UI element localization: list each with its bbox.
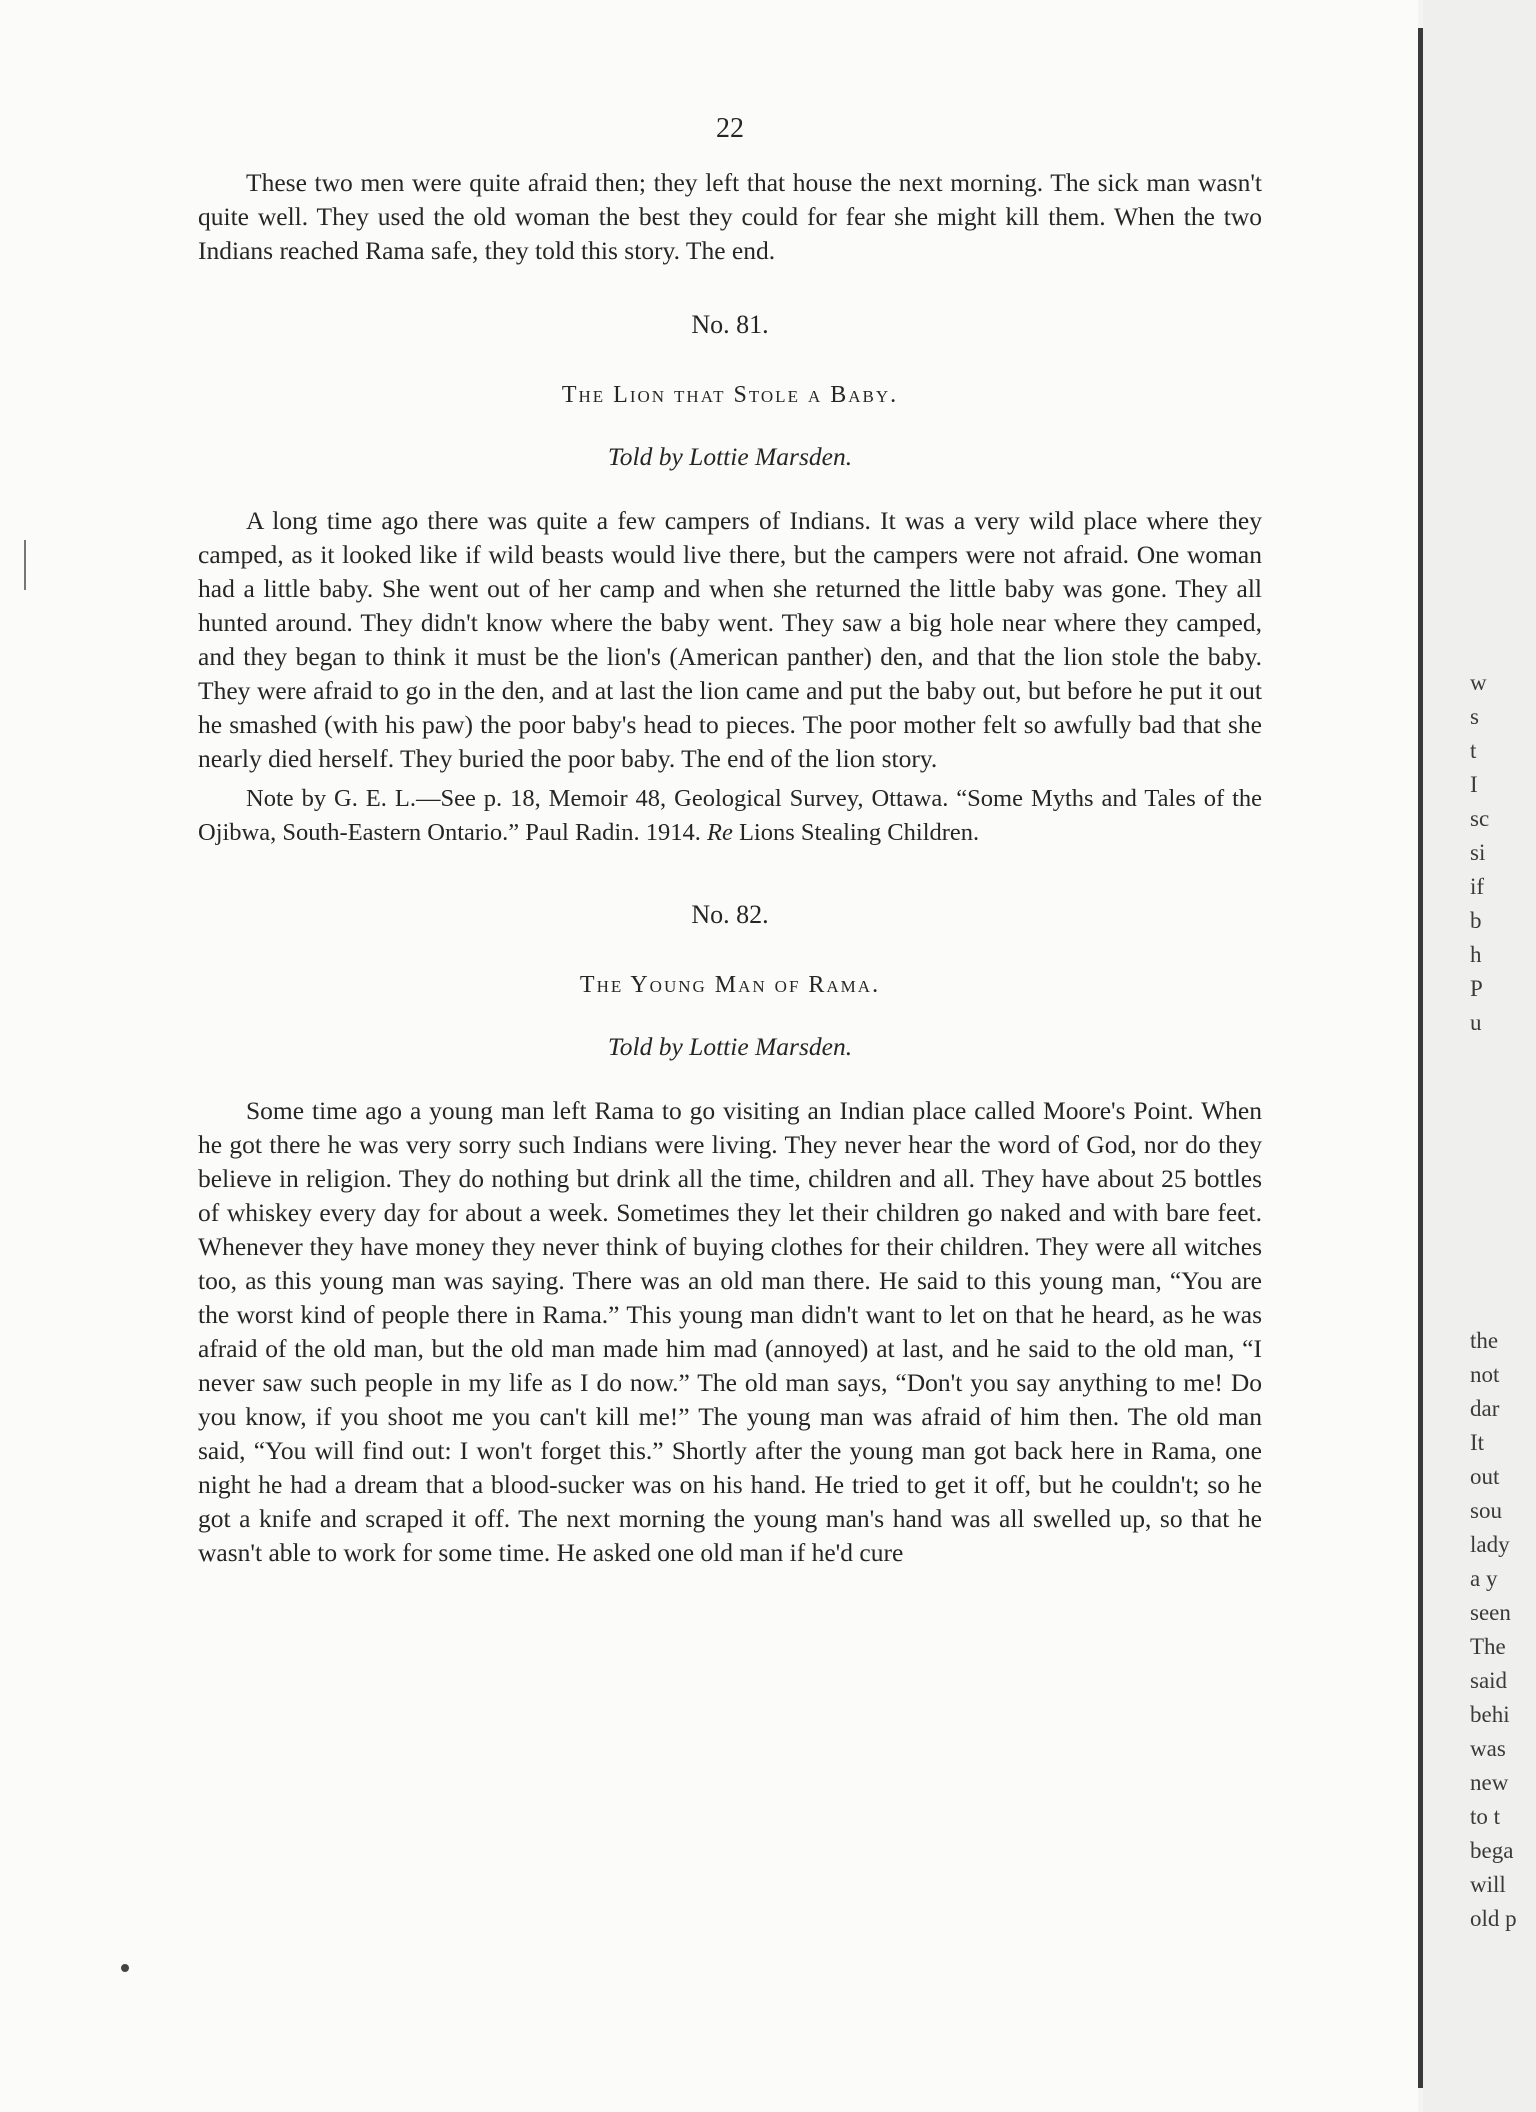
fragment-line: lady	[1470, 1532, 1510, 1557]
fragment-line: h	[1470, 942, 1482, 967]
ink-speck	[121, 1964, 129, 1972]
fragment-line: out	[1470, 1464, 1500, 1489]
story-81-teller: Told by Lottie Marsden.	[607, 442, 853, 471]
note-end: Lions Stealing Children.	[738, 819, 980, 846]
fragment-line: sc	[1470, 806, 1490, 831]
fragment-line: bega	[1470, 1838, 1514, 1863]
fragment-line: b	[1470, 908, 1482, 933]
facing-page-fragments	[1470, 0, 1536, 2112]
fragment-line: P	[1470, 976, 1483, 1001]
fragment-line: w	[1470, 670, 1487, 695]
fragment-line: I	[1470, 772, 1478, 797]
story-82-number: No. 82.	[691, 900, 769, 929]
story-82-body: Some time ago a young man left Rama to go visiting an Indian place called Moore's Point. When he got there he was very sorry such Indians were living. They never hear the word of God, nor do they believe in religion. They do nothing but drink all the time, children and all. They have about 25 bottles of whiskey every day for about a week. Sometimes they let their children go naked and with bare feet. Whenever they have money they never think of buying clothes for their children. They were all witches too, as this young man was saying. There was an old man there. He said to this young man, “You are the worst kind of people there in Rama.” This young man didn't want to let on that he heard, as he was afraid of the old man, but the old man made him mad (annoyed) at last, and he said to the old man, “I never saw such people in my life as I do now.” The old man says, “Don't you say anything to me! Do you know, if you shoot me you can't kill me!” The young man was afraid of him then. The old man said, “You will find out: I won't forget this.” Shortly after the young man got back here in Rama, one night he had a dream that a blood-sucker was on his hand. He tried to get it off, but he couldn't; so he got a knife and scraped it off. The next morning the young man's hand was all swelled up, so that he wasn't able to work for some time. He asked one old man if he'd cure	[198, 1096, 1262, 1567]
fragment-line: si	[1470, 840, 1486, 865]
opening-paragraph: These two men were quite afraid then; they left that house the next morning. The sick man wasn't quite well. They used the old woman the best they could for fear she might kill them. When the two Indians reached Rama safe, they told this story. The end.	[198, 168, 1262, 265]
fragment-line: was	[1470, 1736, 1506, 1761]
note-main: Note by G. E. L.—See p. 18, Memoir 48, Geological Survey, Ottawa. “Some Myths and Tales of the Ojibwa, South-Eastern Ontario.” Paul Radin. 1914.	[198, 785, 1262, 846]
fragment-line: new	[1470, 1770, 1509, 1795]
fragment-line: sou	[1470, 1498, 1502, 1523]
fragment-line: t	[1470, 738, 1477, 763]
note-re: Re	[706, 819, 733, 846]
fragments-lower	[1470, 1324, 1517, 1936]
story-82	[198, 898, 1262, 1570]
fragment-line: the	[1470, 1328, 1499, 1353]
fragment-line: It	[1470, 1430, 1485, 1455]
story-82-title: The Young Man of Rama.	[579, 972, 881, 998]
fragment-line: if	[1470, 874, 1485, 899]
story-82-teller: Told by Lottie Marsden.	[607, 1032, 853, 1061]
story-81-number: No. 81.	[691, 310, 769, 339]
fragment-line: behi	[1470, 1702, 1510, 1727]
story-81-body: A long time ago there was quite a few campers of Indians. It was a very wild place where they camped, as it looked like if wild beasts would live there, but the campers were not afraid. One woman had a little baby. She went out of her camp and when she returned the little baby was gone. They all hunted around. They didn't know where the baby went. They saw a big hole near where they camped, and they began to think it must be the lion's (American panther) den, and that the lion stole the baby. They were afraid to go in the den, and at last the lion came and put the baby out, but before he put it out he smashed (with his paw) the poor baby's head to pieces. The poor mother felt so awfully bad that she nearly died herself. They buried the poor baby. The end of the lion story.	[198, 506, 1262, 773]
margin-mark	[24, 540, 26, 590]
fragment-line: dar	[1470, 1396, 1500, 1421]
fragments-upper	[1470, 666, 1489, 1040]
story-81-title: The Lion that Stole a Baby.	[561, 382, 899, 408]
fragment-line: u	[1470, 1010, 1482, 1035]
fragment-line: a y	[1470, 1566, 1498, 1591]
fragment-line: seen	[1470, 1600, 1511, 1625]
story-81-note	[198, 782, 1262, 850]
fragment-line: old p	[1470, 1906, 1517, 1931]
fragment-line: s	[1470, 704, 1479, 729]
story-81	[198, 308, 1262, 850]
fragment-line: The	[1470, 1634, 1506, 1659]
fragment-line: to t	[1470, 1804, 1501, 1829]
fragment-line: not	[1470, 1362, 1500, 1387]
fragment-line: will	[1470, 1872, 1506, 1897]
page-number: 22	[716, 113, 744, 144]
fragment-line: said	[1470, 1668, 1508, 1693]
page-content	[198, 112, 1262, 1570]
